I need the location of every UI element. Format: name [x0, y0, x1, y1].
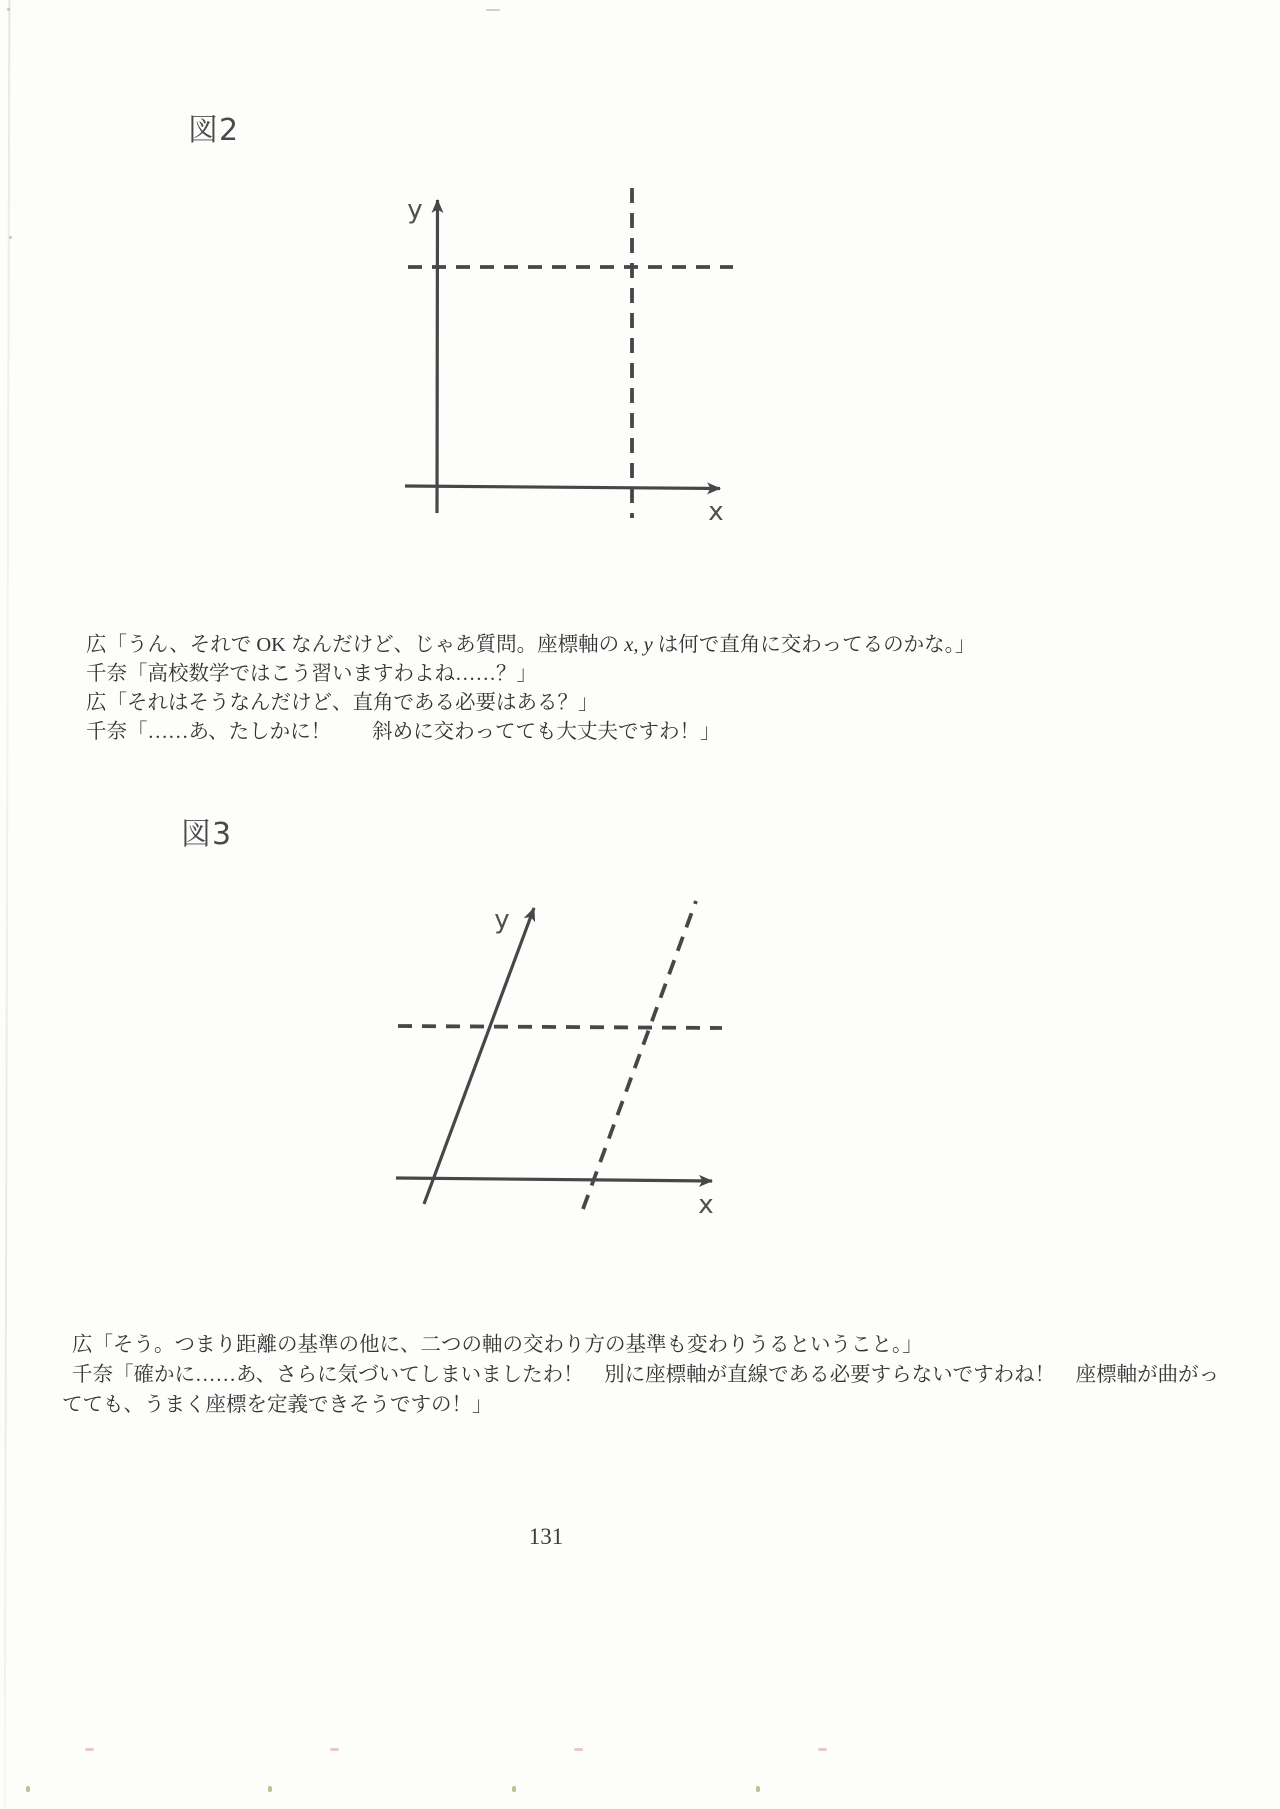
scan-speck [512, 1786, 516, 1792]
scan-speck [486, 9, 500, 11]
figure3-diagram [380, 878, 742, 1223]
dialogue-line: 千奈「確かに……あ、さらに気づいてしまいましたわ！ 別に座標軸が直線である必要すらないですわね！ 座標軸が曲がっ [72, 1364, 1220, 1386]
scan-gutter-edge [4, 0, 11, 1809]
figure2-x-axis [405, 486, 720, 489]
scan-speck [574, 1748, 583, 1751]
dialogue-line: 広「それはそうなんだけど、直角である必要はある？」 [86, 692, 599, 714]
figure2-y-axis [437, 200, 438, 513]
dialogue-line: 千奈「……あ、たしかに！ 斜めに交わってても大丈夫ですわ！」 [86, 721, 721, 743]
figure3-y-label: y [494, 905, 510, 935]
dialogue-line: 広「そう。つまり距離の基準の他に、二つの軸の交わり方の基準も変わりうるということ。」 [72, 1334, 923, 1356]
figure2-x-label: x [708, 497, 724, 527]
scan-speck [9, 236, 12, 239]
scan-speck [7, 8, 10, 11]
scan-speck [756, 1786, 760, 1792]
dialogue-block-bottom [62, 1330, 1262, 1420]
scan-speck [268, 1786, 272, 1792]
scan-speck [330, 1748, 339, 1751]
scan-speck [26, 1786, 30, 1792]
figure3-x-label: x [698, 1190, 714, 1220]
figure3-x-axis [396, 1178, 712, 1181]
figure2-label: 図2 [188, 113, 240, 148]
math-variables: x, y [624, 634, 653, 656]
dialogue-block-top [86, 631, 1236, 747]
scan-speck [85, 1748, 94, 1751]
dialogue-line: 千奈「高校数学ではこう習いますわよね……？」 [86, 663, 537, 685]
dialogue-text: 広「うん、それで OK なんだけど、じゃあ質問。座標軸の [86, 634, 625, 656]
page-number: 131 [528, 1524, 564, 1549]
figure3-slanted-dashed-line [583, 901, 696, 1209]
figure2-diagram [385, 148, 755, 528]
dialogue-line: てても、うまく座標を定義できそうですの！」 [62, 1394, 493, 1416]
scan-speck [818, 1748, 827, 1751]
figure3-y-axis [424, 908, 534, 1204]
dialogue-text: は何で直角に交わってるのかな。」 [652, 634, 976, 656]
figure3-horizontal-dashed-line [398, 1026, 722, 1028]
dialogue-line [86, 631, 1236, 660]
figure3-label: 図3 [181, 817, 233, 852]
figure2-y-label: y [407, 195, 423, 225]
